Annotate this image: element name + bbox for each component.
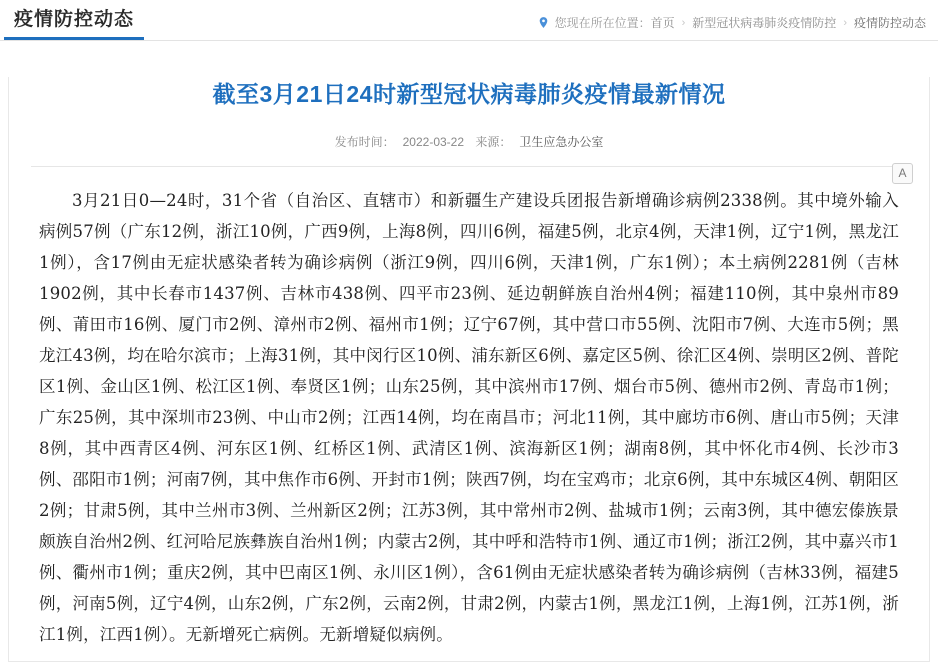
breadcrumb-item-covid-control[interactable]: 新型冠状病毒肺炎疫情防控 bbox=[692, 16, 837, 30]
font-size-button[interactable]: A bbox=[892, 163, 913, 184]
source-label: 来源： bbox=[475, 135, 512, 149]
source-value: 卫生应急办公室 bbox=[519, 135, 604, 149]
page-title: 疫情防控动态 bbox=[4, 7, 144, 40]
breadcrumb-item-current: 疫情防控动态 bbox=[853, 16, 926, 30]
location-pin-icon bbox=[537, 16, 550, 29]
breadcrumb-separator-icon: › bbox=[843, 16, 847, 29]
breadcrumb-label: 您现在所在位置： bbox=[554, 16, 651, 30]
page-content bbox=[0, 77, 938, 662]
page-header bbox=[0, 0, 938, 41]
article-title: 截至3月21日24时新型冠状病毒肺炎疫情最新情况 bbox=[212, 81, 726, 107]
breadcrumb-separator-icon: › bbox=[681, 16, 686, 29]
article-meta bbox=[9, 133, 929, 150]
article-card bbox=[8, 77, 930, 662]
publish-time-value: 2022-03-22 bbox=[402, 135, 465, 149]
breadcrumb-item-home[interactable]: 首页 bbox=[650, 16, 675, 30]
publish-time-label: 发布时间： bbox=[334, 135, 395, 149]
breadcrumb bbox=[537, 14, 926, 31]
content-divider bbox=[31, 166, 907, 167]
article-body: 3月21日0—24时，31个省（自治区、直辖市）和新疆生产建设兵团报告新增确诊病例2338例。其中境外输入病例57例（广东12例，浙江10例，广西9例，上海8例，四川6例，福建5例，北京4例，天津1例，辽宁1例，黑龙江1例），含17例由无症状感染者转为确诊病例（浙江9例，四川6例，天津1例，广东1例）；本土病例2281例（吉林1902例，其中长春市1437例、吉林市438例、四平市23例、延边朝鲜族自治州4例；福建110例，其中泉州市89例、莆田市16例、厦门市2例、漳州市2例、福州市1例；辽宁67例，其中营口市55例、沈阳市7例、大连市5例；黑龙江43例，均在哈尔滨市；上海31例，其中闵行区10例、浦东新区6例、嘉定区5例、徐汇区4例、崇明区2例、普陀区1例、金山区1例、松江区1例、奉贤区1例；山东25例，其中滨州市17例、烟台市5例、德州市2例、青岛市1例；广东25例，其中深圳市23例、中山市2例；江西14例，均在南昌市；河北11例，其中廊坊市6例、唐山市5例；天津8例，其中西青区4例、河东区1例、红桥区1例、武清区1例、滨海新区1例；湖南8例，其中怀化市4例、长沙市3例、邵阳市1例；河南7例，其中焦作市6例、开封市1例；陕西7例，均在宝鸡市；北京6例，其中东城区4例、朝阳区2例；甘肃5例，其中兰州市3例、兰州新区2例；江苏3例，其中常州市2例、盐城市1例；云南3例，其中德宏傣族景颇族自治州2例、红河哈尼族彝族自治州1例；内蒙古2例，其中呼和浩特市1例、通辽市1例；浙江2例，其中嘉兴市1例、衢州市1例；重庆2例，其中巴南区1例、永川区1例），含61例由无症状感染者转为确诊病例（吉林33例，福建5例，河南5例，辽宁4例，山东2例，广东2例，云南2例，甘肃2例，内蒙古1例，黑龙江1例，上海1例，江苏1例，浙江1例，江西1例）。无新增死亡病例。无新增疑似病例。 bbox=[39, 191, 899, 644]
